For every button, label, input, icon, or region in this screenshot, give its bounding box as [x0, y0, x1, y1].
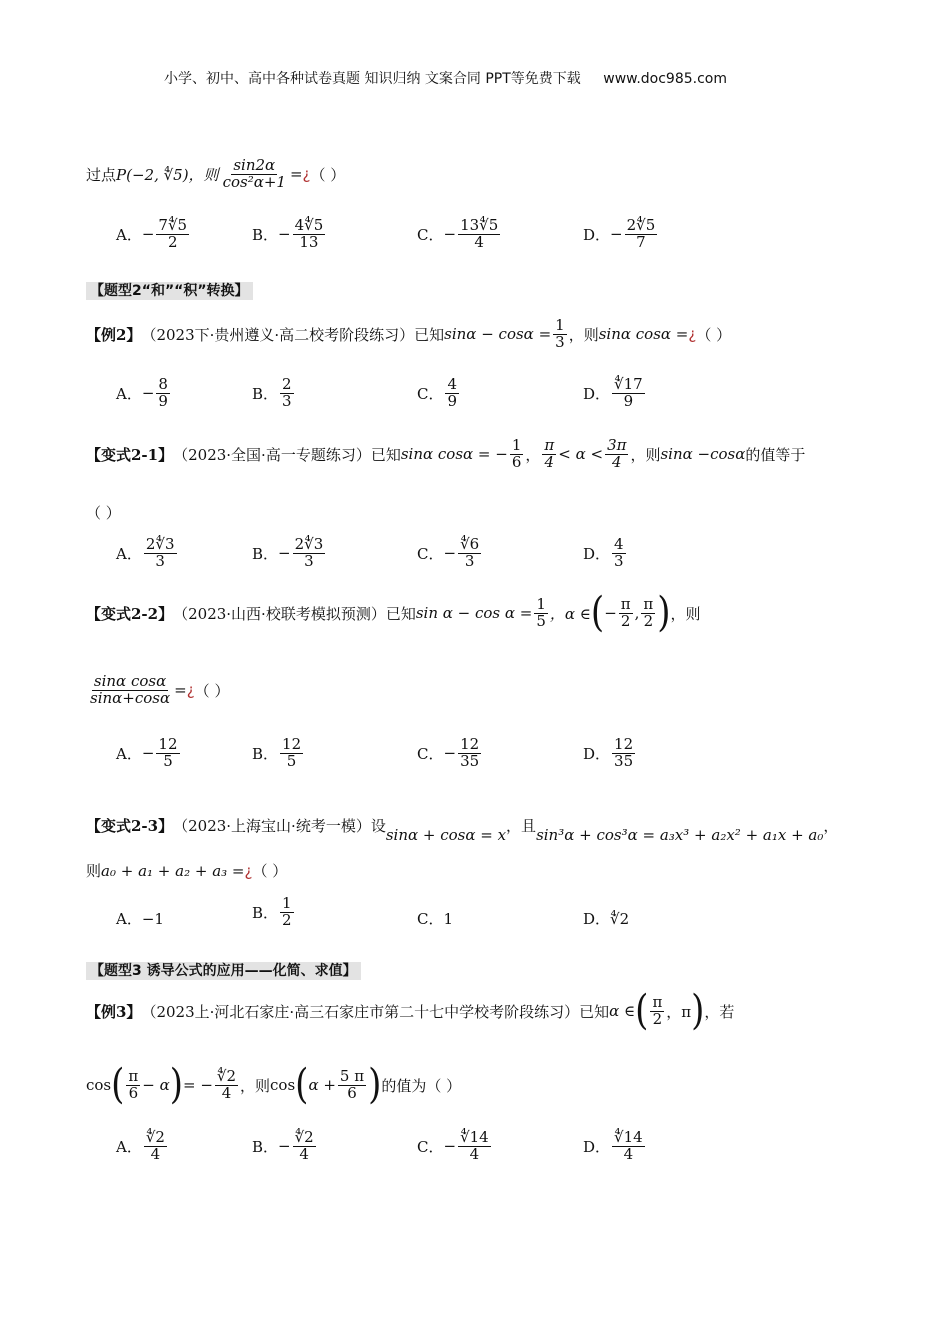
v22-option-d[interactable]: [583, 737, 637, 770]
option-label: A．: [116, 384, 142, 403]
option-den: 4: [299, 1144, 309, 1163]
ex2-option-c[interactable]: [417, 377, 461, 410]
v21-option-b[interactable]: [252, 537, 327, 570]
option-den: 9: [623, 391, 634, 410]
option-label: D．: [583, 225, 611, 244]
option-num: 2∜3: [294, 535, 324, 553]
option-num: ∜14: [460, 1128, 489, 1146]
left-paren: (: [635, 987, 649, 1035]
q0-option-b[interactable]: [252, 218, 327, 251]
v22-eq: =: [174, 681, 187, 700]
ex3-inner-den: 6: [128, 1083, 139, 1102]
ex3-line2: [86, 1061, 462, 1109]
ex3-inner2-head: α +: [308, 1076, 336, 1094]
ex2-option-d[interactable]: [583, 377, 647, 410]
v22-rden: 2: [643, 611, 654, 630]
v22-lnum: π: [620, 594, 631, 613]
option-num: 12: [614, 735, 634, 753]
option-label: B．: [252, 225, 279, 244]
v23-line2: [86, 860, 287, 881]
ex3-right: ，π: [666, 1002, 692, 1021]
question-source: （2023下·贵州遵义·高二校考阶段练习）已知: [141, 325, 445, 344]
v22-lden: 2: [620, 611, 631, 630]
v22-mid: ，则: [670, 604, 701, 623]
ex3-lnum: π: [652, 992, 663, 1011]
ex3-inner-tail: − α: [142, 1076, 170, 1094]
option-label: D．: [583, 1137, 611, 1156]
option-den: 35: [460, 751, 480, 770]
section-heading-2: [86, 280, 253, 300]
v23-expr: sinα + cosα = x: [385, 826, 507, 844]
v21-option-d[interactable]: [583, 537, 628, 570]
option-num: ∜2: [294, 1128, 314, 1146]
v22-expr: sin α − cos α =: [415, 604, 533, 622]
option-label: B．: [252, 384, 279, 403]
ex3-option-c[interactable]: [417, 1130, 493, 1163]
ex2-stem: [86, 318, 731, 351]
option-sign: −: [278, 544, 291, 563]
ex3-cos2: cos: [270, 1076, 296, 1094]
section-title: 【题型3 诱导公式的应用——化简、求值】: [86, 962, 361, 980]
v23-option-c[interactable]: [417, 908, 453, 929]
option-value: 1: [443, 909, 454, 928]
option-den: 2: [282, 910, 292, 929]
ex3-stem: [86, 987, 735, 1035]
question-tag: 【变式2-3】: [86, 816, 174, 835]
option-den: 3: [282, 391, 292, 410]
v21-lden: 4: [544, 452, 555, 471]
ex3-cos: cos: [86, 1076, 112, 1094]
ex3-inner2-num: 5 π: [339, 1066, 365, 1085]
option-label: C．: [417, 225, 444, 244]
ex3-option-a[interactable]: [116, 1130, 169, 1163]
v22-frac-den: sinα+cosα: [90, 688, 171, 707]
v21-expr: sinα cosα = −: [400, 445, 508, 464]
question-tag: 【例2】: [86, 325, 142, 344]
section-heading-3: [86, 960, 361, 980]
option-sign: −: [141, 744, 155, 763]
option-label: C．: [417, 910, 444, 928]
option-den: 9: [447, 391, 458, 410]
option-num: 8: [158, 375, 168, 393]
right-paren: ): [169, 1061, 183, 1109]
v21-rnum: 3π: [607, 436, 627, 454]
ex3-alpha-in: α ∈: [609, 1002, 636, 1020]
ex3-inner-num: π: [128, 1066, 139, 1085]
option-den: 4: [623, 1144, 634, 1163]
q0-prefix: 过点: [86, 165, 117, 184]
option-den: 7: [636, 232, 646, 251]
question-source: （2023·山西·校联考模拟预测）已知: [173, 604, 416, 623]
option-num: 12: [460, 735, 480, 753]
q0-stem: [86, 158, 345, 191]
v21-num: 1: [511, 436, 522, 454]
ex2-mid: ，则: [568, 325, 599, 344]
option-label: C．: [417, 384, 444, 403]
ex2-num: 1: [555, 316, 565, 334]
header-text: 小学、初中、高中各种试卷真题 知识归纳 文案合同 PPT等免费下载: [164, 71, 581, 87]
ex3-blank: （ ）: [426, 1076, 462, 1095]
option-sign: −: [443, 744, 457, 763]
option-label: A．: [116, 544, 142, 563]
ex3-mid: ，若: [704, 1002, 735, 1021]
option-num: ∜17: [614, 375, 643, 393]
question-tag: 【变式2-1】: [86, 445, 174, 464]
option-label: B．: [252, 1137, 279, 1156]
question-source: （2023·全国·高一专题练习）已知: [173, 445, 401, 464]
v22-in: ，α ∈: [549, 604, 591, 623]
option-sign: −: [141, 384, 155, 403]
v22-stem: 【变式2-2】 （2023·山西·校联考模拟预测）已知 sin α − cos α = $\frac{1}{5}$ ，α ∈ ( − $\frac{\pi}{2}$ , $\frac{\pi}{2}$ ) ，则: [86, 589, 701, 637]
v22-option-a[interactable]: [116, 737, 182, 770]
q0-frac-num: sin2α: [233, 156, 276, 174]
option-den: 13: [299, 232, 319, 251]
option-num: ∜6: [460, 535, 480, 553]
right-paren: ): [691, 987, 705, 1035]
v22-num: 1: [536, 594, 546, 613]
option-label: D．: [583, 744, 611, 763]
ex2-expr: sinα − cosα =: [444, 325, 552, 344]
ex2-option-a[interactable]: [116, 377, 172, 410]
ex3-option-b[interactable]: [252, 1130, 318, 1163]
v23-inv: ¿: [244, 861, 253, 880]
option-num: 2∜3: [145, 535, 175, 553]
q0-point: P(−2, ∜5)，则: [116, 165, 219, 184]
q0-fraction: [221, 158, 288, 191]
ex2-blank: （ ）: [696, 325, 732, 344]
v21-rden: 4: [611, 452, 622, 471]
q0-frac-den: cos²α+1: [222, 172, 286, 191]
q0-inv: ¿: [302, 165, 311, 184]
v21-den: 6: [511, 452, 522, 471]
ex3-val-num: ∜2: [216, 1066, 237, 1085]
option-sign: −: [610, 225, 623, 244]
v21-mid: ，则: [630, 445, 661, 464]
option-den: 3: [464, 551, 475, 570]
ex3-mid2: ，则: [240, 1076, 271, 1095]
option-num: 13∜5: [460, 216, 499, 234]
option-num: 1: [282, 894, 292, 912]
option-label: A．: [116, 910, 142, 928]
right-paren: ): [657, 589, 671, 637]
ex3-tail: 的值为: [381, 1076, 427, 1095]
v22-rnum: π: [643, 594, 654, 613]
option-value: −1: [141, 909, 164, 928]
question-source: （2023上·河北石家庄·高三石家庄市第二十七中学校考阶段练习）已知: [141, 1002, 610, 1021]
option-label: A．: [116, 225, 142, 244]
question-tag: 【变式2-2】: [86, 604, 174, 623]
option-sign: −: [278, 1137, 291, 1156]
v21-blank-text: （ ）: [86, 504, 121, 522]
v21-comma: ，: [525, 445, 541, 464]
option-num: 4: [614, 535, 624, 553]
option-den: 5: [163, 751, 173, 770]
ex2-option-b[interactable]: [252, 377, 296, 410]
v21-blank: [86, 502, 121, 523]
option-num: ∜14: [614, 1128, 643, 1146]
option-den: 9: [158, 391, 168, 410]
option-sign: −: [278, 225, 291, 244]
option-value: ∜2: [610, 909, 630, 928]
option-label: D．: [583, 384, 611, 403]
header-site-link[interactable]: www.doc985.com: [603, 71, 727, 87]
ex3-lden: 2: [652, 1009, 663, 1028]
option-num: 12: [158, 735, 178, 753]
v21-expr2: sinα −cosα: [660, 445, 746, 464]
option-label: B．: [252, 744, 279, 763]
v21-stem: [86, 438, 805, 471]
v23-option-a[interactable]: [116, 908, 164, 929]
option-sign: −: [443, 225, 457, 244]
ex3-inner2-den: 6: [347, 1083, 357, 1102]
option-label: D．: [583, 910, 611, 928]
option-label: C．: [417, 1137, 444, 1156]
v22-frac-num: sinα cosα: [93, 672, 167, 690]
q0-eq: =: [289, 165, 303, 184]
v21-lnum: π: [544, 436, 555, 454]
q0-option-a[interactable]: [116, 218, 191, 251]
section-title: 【题型2“和”“积”转换】: [86, 282, 253, 300]
option-den: 3: [614, 551, 624, 570]
v22-option-b[interactable]: [252, 737, 305, 770]
v21-tail: 的值等于: [745, 445, 806, 464]
left-paren: (: [590, 589, 605, 637]
option-den: 35: [614, 751, 634, 770]
option-num: 4: [447, 375, 458, 393]
ex3-val-den: 4: [221, 1083, 232, 1102]
q0-option-d[interactable]: [583, 218, 659, 251]
v22-expr-line: [86, 674, 229, 707]
left-paren: (: [111, 1061, 125, 1109]
v23-line2-expr: a₀ + a₁ + a₂ + a₃ =: [101, 861, 245, 880]
v23-stem: [86, 806, 838, 844]
ex3-option-d[interactable]: [583, 1130, 647, 1163]
option-den: 3: [304, 551, 314, 570]
v22-blank: （ ）: [194, 681, 230, 700]
option-sign: −: [443, 544, 457, 563]
ex2-inv: ¿: [688, 325, 697, 344]
v23-expr2: sin³α + cos³α = a₃x³ + a₂x² + a₁x + a₀: [536, 826, 824, 844]
option-sign: −: [443, 1137, 457, 1156]
page-header: [164, 68, 727, 88]
option-num: 2: [282, 375, 292, 393]
option-label: B．: [252, 544, 279, 563]
option-label: C．: [417, 744, 444, 763]
ex2-den: 3: [555, 332, 565, 351]
option-label: A．: [116, 744, 142, 763]
ex3-eq: = −: [183, 1076, 213, 1094]
v21-option-a[interactable]: [116, 537, 179, 570]
v23-option-d[interactable]: [583, 908, 629, 929]
v23-mid: ，且: [506, 816, 537, 835]
option-label: A．: [116, 1137, 142, 1156]
right-paren: ): [368, 1061, 382, 1109]
option-num: 12: [282, 735, 302, 753]
option-label: C．: [417, 544, 444, 563]
v22-option-c[interactable]: [417, 737, 483, 770]
v22-inv: ¿: [186, 681, 195, 700]
option-label: D．: [583, 544, 611, 563]
v23-blank: （ ）: [252, 862, 288, 880]
option-num: 7∜5: [158, 216, 188, 234]
v21-option-c[interactable]: [417, 537, 483, 570]
option-num: ∜2: [145, 1128, 165, 1146]
v21-lt: < α <: [558, 445, 604, 464]
option-den: 4: [469, 1144, 480, 1163]
option-num: 4∜5: [294, 216, 324, 234]
v22-den: 5: [536, 611, 546, 630]
option-den: 4: [150, 1144, 161, 1163]
left-paren: (: [295, 1061, 309, 1109]
v23-option-b[interactable]: [252, 896, 296, 929]
ex2-expr2: sinα cosα =: [598, 325, 689, 344]
question-source: （2023·上海宝山·统考一模）设: [173, 816, 386, 835]
option-den: 5: [286, 751, 297, 770]
option-den: 3: [155, 551, 165, 570]
q0-blank: （ ）: [310, 165, 346, 184]
v22-lsign: −: [604, 604, 617, 622]
q0-option-c[interactable]: [417, 218, 502, 251]
option-sign: −: [141, 225, 155, 244]
question-tag: 【例3】: [86, 1002, 142, 1021]
option-num: 2∜5: [626, 216, 656, 234]
option-den: 4: [474, 232, 484, 251]
v23-comma: ，: [823, 816, 839, 835]
v23-line2-prefix: 则: [86, 862, 102, 880]
option-den: 2: [167, 232, 178, 251]
option-label: B．: [252, 903, 279, 922]
